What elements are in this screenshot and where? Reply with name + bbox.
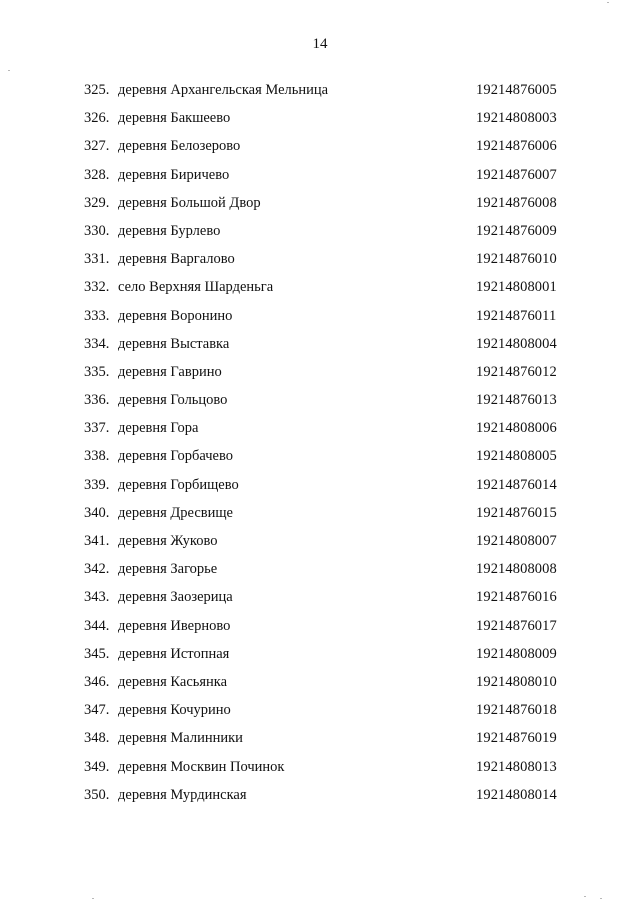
item-number: 327. — [84, 138, 110, 155]
settlement-name: деревня Мурдинская — [118, 786, 247, 803]
settlement-name: деревня Заозерица — [118, 589, 233, 606]
settlement-name: деревня Малинники — [118, 730, 243, 747]
settlement-name: деревня Жуково — [118, 533, 218, 549]
settlement-name: деревня Варгалово — [118, 251, 235, 268]
list-item — [0, 388, 640, 416]
oktmo-code: 19214876007 — [476, 166, 557, 183]
item-number: 345. — [84, 645, 110, 662]
settlement-name: деревня Белозерово — [118, 138, 241, 155]
list-item — [0, 444, 640, 472]
item-number: 341. — [84, 533, 110, 549]
item-number: 335. — [84, 363, 110, 380]
list-item — [0, 698, 640, 726]
item-number: 350. — [84, 786, 110, 803]
list-item — [0, 755, 640, 783]
list-item — [0, 726, 640, 754]
item-number: 332. — [84, 279, 110, 296]
list-item — [0, 642, 640, 670]
item-number: 348. — [84, 730, 110, 747]
oktmo-code: 19214808007 — [476, 533, 557, 549]
settlement-name: деревня Воронино — [118, 307, 233, 324]
oktmo-code: 19214876016 — [476, 589, 557, 606]
item-number: 325. — [84, 82, 110, 98]
list-item — [0, 247, 640, 275]
oktmo-code: 19214876011 — [476, 307, 557, 324]
oktmo-code: 19214876010 — [476, 251, 557, 268]
item-number: 339. — [84, 476, 110, 493]
oktmo-code: 19214808014 — [476, 786, 557, 803]
list-item — [0, 219, 640, 247]
item-number: 329. — [84, 194, 110, 211]
settlement-name: деревня Бакшеево — [118, 110, 231, 127]
scan-speck — [600, 898, 602, 899]
settlement-name: деревня Выставка — [118, 335, 230, 352]
oktmo-code: 19214808003 — [476, 110, 557, 127]
settlement-name: деревня Москвин Починок — [118, 758, 285, 775]
oktmo-code: 19214808010 — [476, 673, 557, 690]
item-number: 336. — [84, 392, 110, 409]
settlement-name: деревня Кочурино — [118, 702, 231, 719]
oktmo-code: 19214876017 — [476, 617, 557, 634]
list-item — [0, 360, 640, 388]
oktmo-code: 19214876013 — [476, 392, 557, 409]
list-item — [0, 557, 640, 585]
scan-speck — [8, 70, 10, 71]
oktmo-code: 19214876012 — [476, 363, 557, 380]
list-item — [0, 529, 640, 557]
oktmo-code: 19214876005 — [476, 82, 557, 98]
list-item — [0, 106, 640, 134]
settlement-list — [0, 78, 640, 811]
settlement-name: село Верхняя Шарденьга — [118, 279, 274, 296]
oktmo-code: 19214808008 — [476, 561, 557, 578]
oktmo-code: 19214876019 — [476, 730, 557, 747]
scan-speck — [92, 898, 94, 899]
item-number: 331. — [84, 251, 110, 268]
list-item — [0, 78, 640, 106]
oktmo-code: 19214876018 — [476, 702, 557, 719]
oktmo-code: 19214808005 — [476, 448, 557, 465]
oktmo-code: 19214876015 — [476, 504, 557, 521]
settlement-name: деревня Гаврино — [118, 363, 222, 380]
oktmo-code: 19214876006 — [476, 138, 557, 155]
settlement-name: деревня Иверново — [118, 617, 231, 634]
settlement-name: деревня Гора — [118, 420, 199, 437]
list-item — [0, 670, 640, 698]
settlement-name: деревня Большой Двор — [118, 194, 261, 211]
oktmo-code: 19214808013 — [476, 758, 557, 775]
item-number: 328. — [84, 166, 110, 183]
list-item — [0, 473, 640, 501]
list-item — [0, 332, 640, 360]
oktmo-code: 19214808006 — [476, 420, 557, 437]
settlement-name: деревня Горбищево — [118, 476, 239, 493]
page-number: 14 — [312, 36, 328, 52]
item-number: 326. — [84, 110, 110, 127]
settlement-name: деревня Дресвище — [118, 504, 233, 521]
list-item — [0, 134, 640, 162]
item-number: 330. — [84, 222, 110, 239]
oktmo-code: 19214876008 — [476, 194, 557, 211]
scan-speck — [607, 2, 609, 3]
item-number: 346. — [84, 673, 110, 690]
list-item — [0, 585, 640, 613]
item-number: 344. — [84, 617, 110, 634]
item-number: 343. — [84, 589, 110, 606]
list-item — [0, 304, 640, 332]
item-number: 342. — [84, 561, 110, 578]
item-number: 334. — [84, 335, 110, 352]
list-item — [0, 614, 640, 642]
oktmo-code: 19214876009 — [476, 222, 557, 239]
item-number: 338. — [84, 448, 110, 465]
settlement-name: деревня Гольцово — [118, 392, 228, 409]
list-item — [0, 783, 640, 811]
item-number: 347. — [84, 702, 110, 719]
scan-speck — [584, 896, 586, 897]
item-number: 333. — [84, 307, 110, 324]
item-number: 340. — [84, 504, 110, 521]
settlement-name: деревня Биричево — [118, 166, 230, 183]
list-item — [0, 275, 640, 303]
list-item — [0, 501, 640, 529]
settlement-name: деревня Истопная — [118, 645, 230, 662]
item-number: 349. — [84, 758, 110, 775]
settlement-name: деревня Бурлево — [118, 222, 221, 239]
oktmo-code: 19214808004 — [476, 335, 557, 352]
list-item — [0, 163, 640, 191]
list-item — [0, 191, 640, 219]
settlement-name: деревня Горбачево — [118, 448, 233, 465]
oktmo-code: 19214808001 — [476, 279, 557, 296]
oktmo-code: 19214876014 — [476, 476, 557, 493]
item-number: 337. — [84, 420, 110, 437]
oktmo-code: 19214808009 — [476, 645, 557, 662]
settlement-name: деревня Загорье — [118, 561, 218, 578]
list-item — [0, 416, 640, 444]
settlement-name: деревня Архангельская Мельница — [118, 82, 329, 98]
settlement-name: деревня Касьянка — [118, 673, 228, 690]
